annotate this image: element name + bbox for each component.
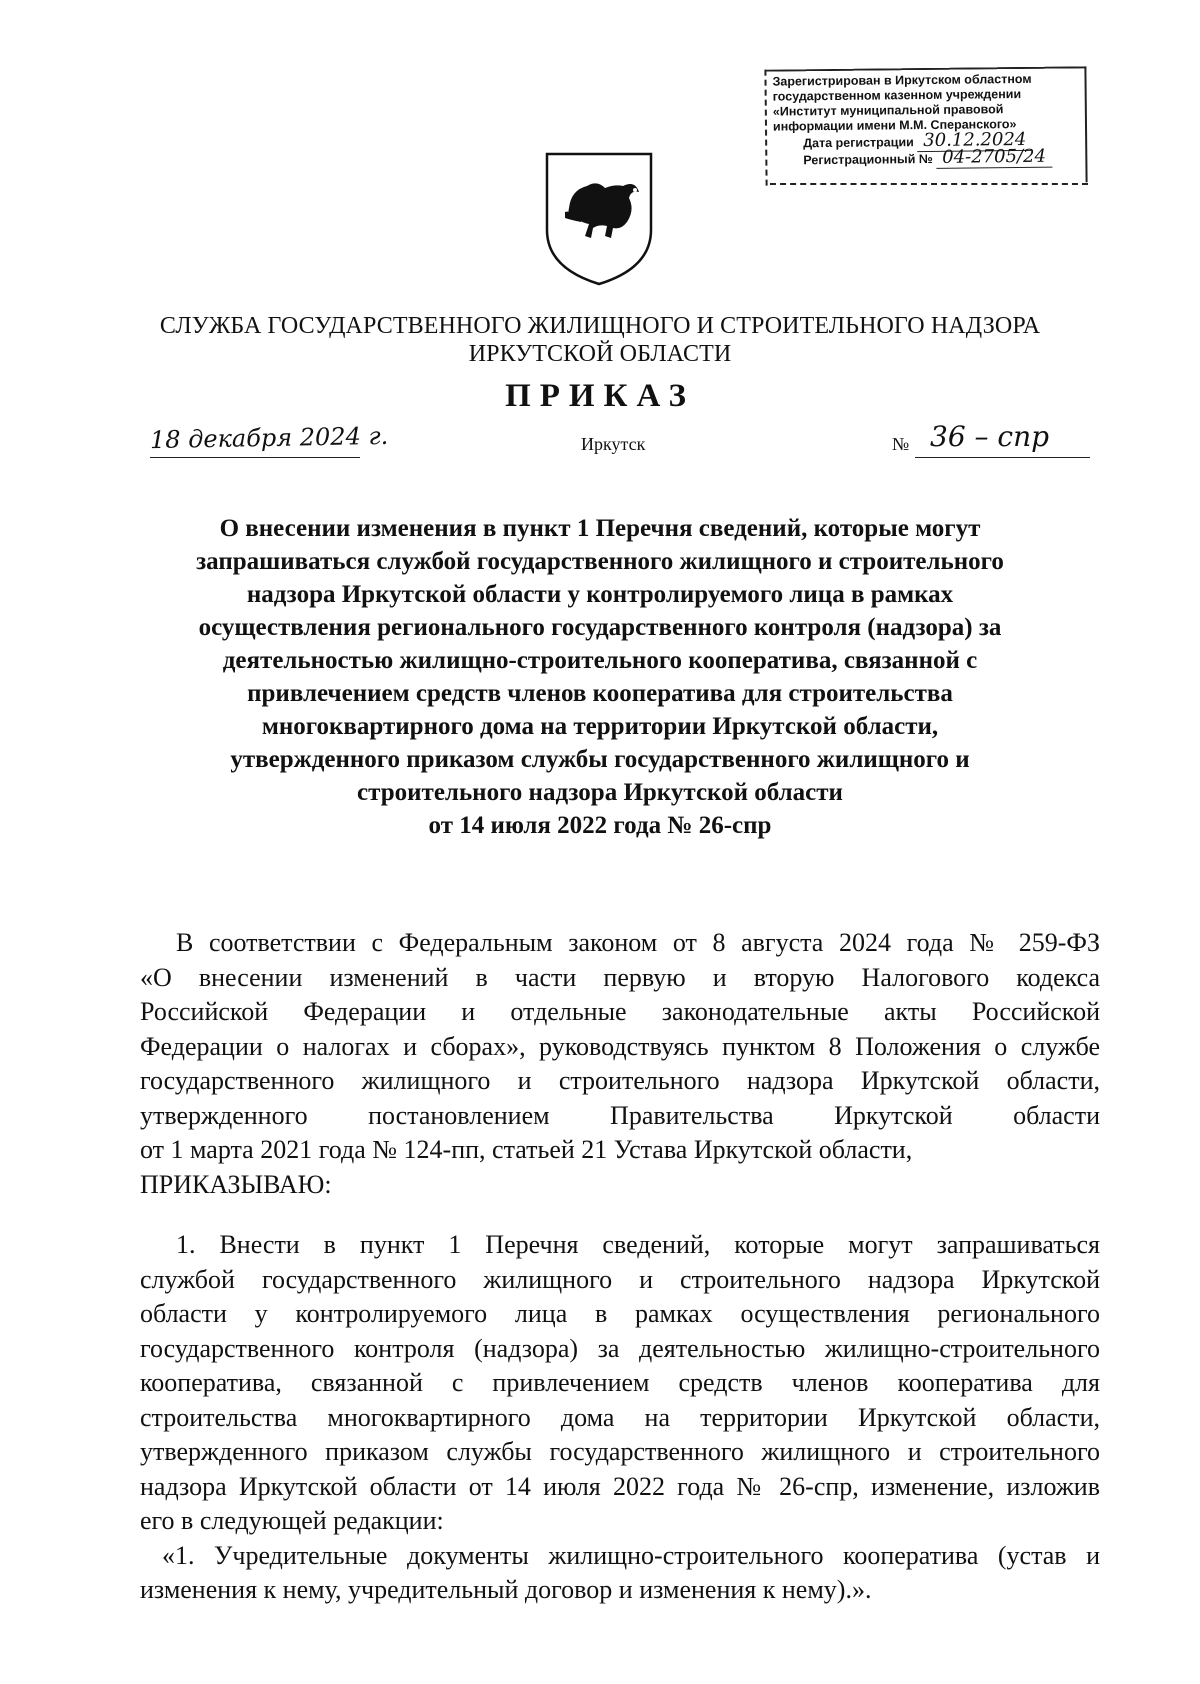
text-line: утвержденного постановлением Правительства Иркутской области (140, 1100, 1100, 1130)
text-line: области у контролируемого лица в рамках осуществления регионального (140, 1299, 1100, 1328)
title-line: запрашиваться службой государственного жилищного и строительного (196, 548, 1004, 575)
number-label: № (892, 434, 910, 454)
text-line: кооператива, связанной с привлечением средств членов кооператива для (140, 1368, 1100, 1397)
org-line-1: СЛУЖБА ГОСУДАРСТВЕННОГО ЖИЛИЩНОГО И СТРОИТЕЛЬНОГО НАДЗОРА (159, 313, 1041, 339)
text-line: службой государственного жилищного и строительного надзора Иркутской (140, 1264, 1100, 1294)
title-line: от 14 июля 2022 года № 26-спр (428, 812, 772, 839)
title-line: утвержденного приказом службы государственного жилищного и (230, 746, 970, 773)
title-line: осуществления регионального государственного контроля (надзора) за (198, 614, 1002, 641)
organization-name (0, 312, 1200, 368)
text-line: Российской Федерации и отдельные законодательные акты Российской (140, 997, 1100, 1026)
stamp-reg-label: Регистрационный № (803, 151, 933, 168)
stamp-line: информации имени М.М. Сперанского» (772, 117, 1017, 134)
text-line: от 1 марта 2021 года № 124-пп, статьей 21 Устава Иркутской области, (140, 1135, 913, 1164)
title-line: О внесении изменения в пункт 1 Перечня сведений, которые могут (219, 515, 981, 542)
text-line: изменения к нему, учредительный договор и изменения к нему).». (140, 1575, 872, 1604)
title-line: привлечением средств членов кооператива для строительства (247, 680, 953, 707)
text-line: «1. Учредительные документы жилищно-строительного кооператива (устав и (162, 1540, 1100, 1570)
title-line: надзора Иркутской области у контролируемого лица в рамках (246, 581, 954, 608)
title-line: деятельностью жилищно-строительного кооператива, связанной с (222, 647, 978, 674)
text-line: его в следующей редакции: (140, 1506, 444, 1535)
text-line: 1. Внести в пункт 1 Перечня сведений, которые могут запрашиваться (176, 1230, 1100, 1259)
stamp-line: «Институт муниципальной правовой (772, 102, 1004, 119)
document-date: 18 декабря 2024 г. (149, 421, 389, 455)
org-line-2: ИРКУТСКОЙ ОБЛАСТИ (468, 341, 732, 367)
paragraph-item-1 (140, 1228, 1100, 1608)
text-line: Федерации о налогах и сборах», руководствуясь пунктом 8 Положения о службе (140, 1031, 1100, 1061)
stamp-line: Зарегистрирован в Иркутском областном (772, 71, 1032, 89)
paragraph-preamble (140, 926, 1100, 1202)
stamp-bottom-border (770, 183, 1088, 185)
date-underline (150, 457, 360, 458)
text-line: государственного контроля (надзора) за деятельностью жилищно-строительного (140, 1333, 1100, 1363)
text-line: государственного жилищного и строительного надзора Иркутской области, (140, 1066, 1100, 1095)
document-type: ПРИКАЗ (505, 378, 695, 414)
document-number: 36 – спр (930, 420, 1050, 453)
stamp-date-value: 30.12.2024 (917, 129, 1032, 152)
text-line: строительства многоквартирного дома на территории Иркутской области, (140, 1402, 1100, 1432)
text-line: «О внесении изменений в части первую и вторую Налогового кодекса (140, 962, 1100, 992)
title-line: многоквартирного дома на территории Иркутской области, (261, 713, 939, 740)
stamp-line: государственном казенном учреждении (772, 87, 1022, 104)
document-city: Иркутск (581, 434, 646, 454)
text-line: В соответствии с Федеральным законом от 8 августа 2024 года № 259-ФЗ (176, 928, 1100, 957)
title-line: строительного надзора Иркутской области (357, 779, 843, 806)
text-line: надзора Иркутской области от 14 июля 2022 года № 26-спр, изменение, изложив (140, 1471, 1100, 1501)
number-underline (915, 457, 1090, 458)
registration-stamp (764, 66, 1087, 185)
coat-of-arms-icon (543, 150, 655, 288)
stamp-date-label: Дата регистрации (803, 135, 914, 151)
text-line: ПРИКАЗЫВАЮ: (140, 1169, 332, 1199)
document-title (150, 512, 1050, 842)
stamp-reg-row (773, 145, 1085, 168)
text-line: утвержденного приказом службы государственного жилищного и строительного (140, 1437, 1100, 1466)
stamp-reg-value: 04-2705/24 (936, 146, 1052, 169)
